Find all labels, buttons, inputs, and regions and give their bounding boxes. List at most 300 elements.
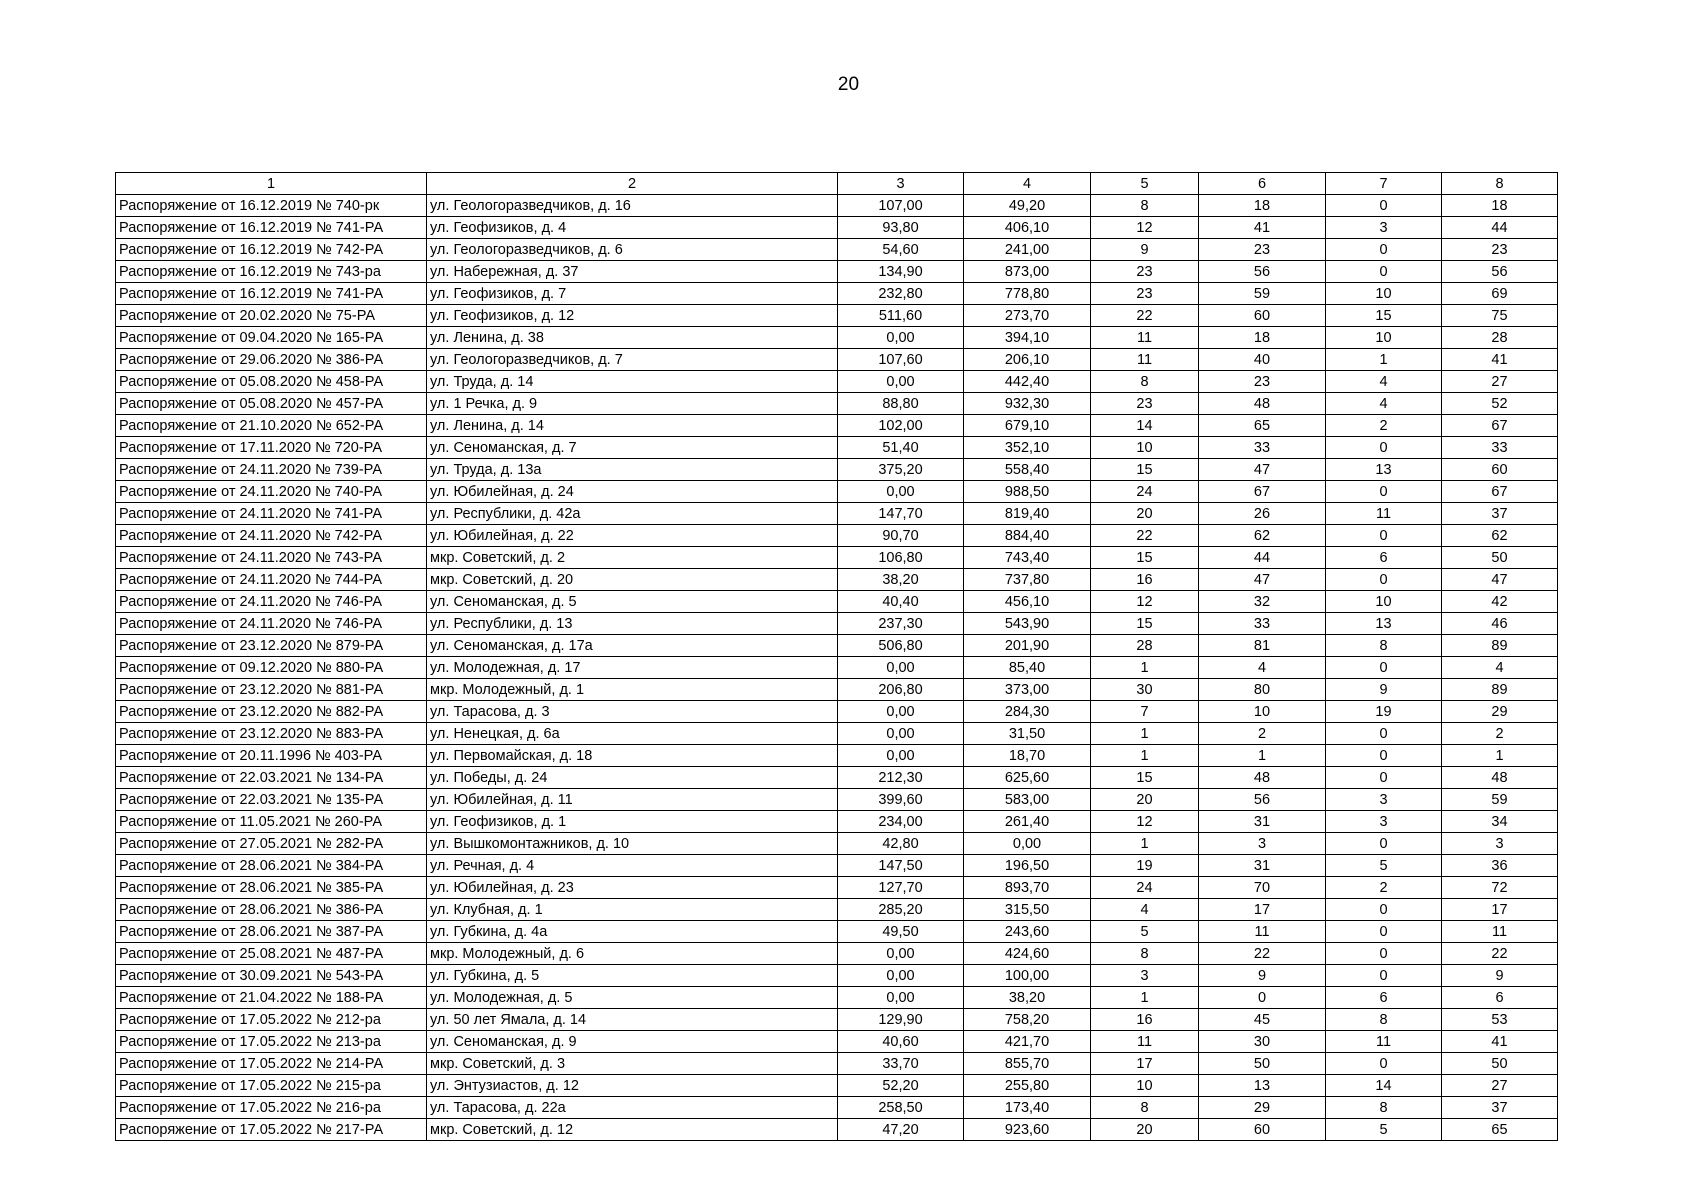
value-col-3: 511,60	[838, 305, 964, 327]
document-cell: Распоряжение от 17.05.2022 № 213-ра	[116, 1031, 427, 1053]
document-cell: Распоряжение от 05.08.2020 № 457-РА	[116, 393, 427, 415]
value-col-6: 81	[1199, 635, 1326, 657]
document-cell: Распоряжение от 23.12.2020 № 883-РА	[116, 723, 427, 745]
value-col-6: 48	[1199, 393, 1326, 415]
value-col-8: 28	[1442, 327, 1558, 349]
value-col-8: 27	[1442, 1075, 1558, 1097]
value-col-7: 8	[1326, 635, 1442, 657]
data-table	[115, 172, 1558, 1141]
address-cell: ул. Юбилейная, д. 23	[427, 877, 838, 899]
value-col-5: 11	[1091, 327, 1199, 349]
value-col-6: 29	[1199, 1097, 1326, 1119]
value-col-5: 1	[1091, 833, 1199, 855]
value-col-8: 27	[1442, 371, 1558, 393]
value-col-7: 11	[1326, 1031, 1442, 1053]
table-row	[116, 371, 1558, 393]
value-col-6: 9	[1199, 965, 1326, 987]
value-col-6: 30	[1199, 1031, 1326, 1053]
address-cell: ул. Труда, д. 13а	[427, 459, 838, 481]
value-col-7: 8	[1326, 1009, 1442, 1031]
document-cell: Распоряжение от 20.02.2020 № 75-РА	[116, 305, 427, 327]
table-row	[116, 767, 1558, 789]
table-row	[116, 415, 1558, 437]
value-col-8: 52	[1442, 393, 1558, 415]
value-col-3: 0,00	[838, 657, 964, 679]
address-cell: ул. Сеноманская, д. 7	[427, 437, 838, 459]
value-col-5: 1	[1091, 745, 1199, 767]
value-col-6: 33	[1199, 613, 1326, 635]
value-col-6: 10	[1199, 701, 1326, 723]
value-col-3: 42,80	[838, 833, 964, 855]
value-col-5: 20	[1091, 503, 1199, 525]
document-cell: Распоряжение от 24.11.2020 № 743-РА	[116, 547, 427, 569]
document-cell: Распоряжение от 24.11.2020 № 742-РА	[116, 525, 427, 547]
value-col-8: 36	[1442, 855, 1558, 877]
value-col-4: 352,10	[964, 437, 1091, 459]
value-col-8: 89	[1442, 635, 1558, 657]
document-cell: Распоряжение от 05.08.2020 № 458-РА	[116, 371, 427, 393]
value-col-8: 37	[1442, 503, 1558, 525]
value-col-4: 406,10	[964, 217, 1091, 239]
table-row	[116, 965, 1558, 987]
table-row	[116, 943, 1558, 965]
table-row	[116, 239, 1558, 261]
value-col-4: 206,10	[964, 349, 1091, 371]
value-col-3: 38,20	[838, 569, 964, 591]
value-col-3: 0,00	[838, 987, 964, 1009]
document-cell: Распоряжение от 16.12.2019 № 742-РА	[116, 239, 427, 261]
value-col-5: 7	[1091, 701, 1199, 723]
table-row	[116, 217, 1558, 239]
address-cell: ул. Набережная, д. 37	[427, 261, 838, 283]
document-cell: Распоряжение от 17.05.2022 № 214-РА	[116, 1053, 427, 1075]
document-cell: Распоряжение от 09.04.2020 № 165-РА	[116, 327, 427, 349]
value-col-6: 62	[1199, 525, 1326, 547]
value-col-5: 12	[1091, 591, 1199, 613]
value-col-7: 0	[1326, 239, 1442, 261]
address-cell: мкр. Советский, д. 20	[427, 569, 838, 591]
value-col-6: 47	[1199, 459, 1326, 481]
value-col-3: 0,00	[838, 327, 964, 349]
value-col-4: 424,60	[964, 943, 1091, 965]
value-col-3: 0,00	[838, 943, 964, 965]
table-row	[116, 899, 1558, 921]
value-col-6: 0	[1199, 987, 1326, 1009]
value-col-7: 10	[1326, 283, 1442, 305]
address-cell: ул. Республики, д. 42а	[427, 503, 838, 525]
address-cell: ул. Речная, д. 4	[427, 855, 838, 877]
value-col-6: 11	[1199, 921, 1326, 943]
address-cell: мкр. Советский, д. 12	[427, 1119, 838, 1141]
column-header-4: 4	[964, 173, 1091, 195]
document-cell: Распоряжение от 20.11.1996 № 403-РА	[116, 745, 427, 767]
address-cell: ул. Сеноманская, д. 9	[427, 1031, 838, 1053]
value-col-4: 778,80	[964, 283, 1091, 305]
value-col-4: 932,30	[964, 393, 1091, 415]
table-body	[116, 195, 1558, 1141]
value-col-4: 855,70	[964, 1053, 1091, 1075]
document-cell: Распоряжение от 17.11.2020 № 720-РА	[116, 437, 427, 459]
address-cell: ул. Геологоразведчиков, д. 7	[427, 349, 838, 371]
value-col-8: 67	[1442, 481, 1558, 503]
value-col-5: 8	[1091, 371, 1199, 393]
value-col-3: 107,00	[838, 195, 964, 217]
value-col-4: 85,40	[964, 657, 1091, 679]
value-col-7: 2	[1326, 877, 1442, 899]
value-col-4: 261,40	[964, 811, 1091, 833]
value-col-5: 12	[1091, 811, 1199, 833]
table-row	[116, 921, 1558, 943]
value-col-7: 4	[1326, 371, 1442, 393]
value-col-5: 15	[1091, 547, 1199, 569]
address-cell: ул. Ленина, д. 38	[427, 327, 838, 349]
value-col-4: 284,30	[964, 701, 1091, 723]
document-cell: Распоряжение от 17.05.2022 № 212-ра	[116, 1009, 427, 1031]
document-cell: Распоряжение от 28.06.2021 № 386-РА	[116, 899, 427, 921]
address-cell: ул. Геофизиков, д. 7	[427, 283, 838, 305]
column-header-1: 1	[116, 173, 427, 195]
page-number: 20	[837, 74, 860, 95]
value-col-5: 17	[1091, 1053, 1199, 1075]
value-col-8: 34	[1442, 811, 1558, 833]
value-col-5: 9	[1091, 239, 1199, 261]
value-col-3: 506,80	[838, 635, 964, 657]
value-col-6: 31	[1199, 811, 1326, 833]
document-cell: Распоряжение от 17.05.2022 № 215-ра	[116, 1075, 427, 1097]
table-row	[116, 745, 1558, 767]
value-col-8: 89	[1442, 679, 1558, 701]
value-col-7: 0	[1326, 767, 1442, 789]
value-col-7: 0	[1326, 481, 1442, 503]
address-cell: ул. Первомайская, д. 18	[427, 745, 838, 767]
address-cell: ул. Юбилейная, д. 11	[427, 789, 838, 811]
value-col-4: 0,00	[964, 833, 1091, 855]
value-col-5: 11	[1091, 1031, 1199, 1053]
value-col-7: 8	[1326, 1097, 1442, 1119]
value-col-8: 42	[1442, 591, 1558, 613]
table-row	[116, 503, 1558, 525]
address-cell: ул. Геологоразведчиков, д. 6	[427, 239, 838, 261]
value-col-8: 67	[1442, 415, 1558, 437]
value-col-5: 30	[1091, 679, 1199, 701]
table-row	[116, 569, 1558, 591]
value-col-4: 421,70	[964, 1031, 1091, 1053]
value-col-4: 31,50	[964, 723, 1091, 745]
address-cell: ул. Тарасова, д. 22а	[427, 1097, 838, 1119]
value-col-5: 1	[1091, 723, 1199, 745]
table-row	[116, 1031, 1558, 1053]
value-col-4: 442,40	[964, 371, 1091, 393]
table-row	[116, 1097, 1558, 1119]
value-col-7: 10	[1326, 591, 1442, 613]
value-col-6: 3	[1199, 833, 1326, 855]
value-col-4: 273,70	[964, 305, 1091, 327]
value-col-7: 6	[1326, 987, 1442, 1009]
document-cell: Распоряжение от 16.12.2019 № 743-ра	[116, 261, 427, 283]
value-col-6: 48	[1199, 767, 1326, 789]
value-col-5: 22	[1091, 305, 1199, 327]
value-col-8: 53	[1442, 1009, 1558, 1031]
value-col-7: 10	[1326, 327, 1442, 349]
value-col-8: 46	[1442, 613, 1558, 635]
document-cell: Распоряжение от 22.03.2021 № 134-РА	[116, 767, 427, 789]
value-col-7: 14	[1326, 1075, 1442, 1097]
value-col-5: 8	[1091, 943, 1199, 965]
value-col-8: 48	[1442, 767, 1558, 789]
value-col-5: 24	[1091, 481, 1199, 503]
value-col-7: 0	[1326, 525, 1442, 547]
value-col-8: 41	[1442, 349, 1558, 371]
value-col-7: 5	[1326, 1119, 1442, 1141]
document-cell: Распоряжение от 21.04.2022 № 188-РА	[116, 987, 427, 1009]
value-col-6: 2	[1199, 723, 1326, 745]
table-row	[116, 393, 1558, 415]
value-col-5: 12	[1091, 217, 1199, 239]
column-header-2: 2	[427, 173, 838, 195]
value-col-7: 0	[1326, 437, 1442, 459]
document-cell: Распоряжение от 23.12.2020 № 879-РА	[116, 635, 427, 657]
value-col-6: 65	[1199, 415, 1326, 437]
value-col-7: 0	[1326, 943, 1442, 965]
value-col-6: 13	[1199, 1075, 1326, 1097]
document-cell: Распоряжение от 16.12.2019 № 741-РА	[116, 283, 427, 305]
column-header-8: 8	[1442, 173, 1558, 195]
value-col-7: 0	[1326, 745, 1442, 767]
table-row	[116, 1119, 1558, 1141]
value-col-5: 28	[1091, 635, 1199, 657]
value-col-8: 1	[1442, 745, 1558, 767]
value-col-6: 50	[1199, 1053, 1326, 1075]
table-row	[116, 657, 1558, 679]
value-col-5: 1	[1091, 657, 1199, 679]
document-cell: Распоряжение от 22.03.2021 № 135-РА	[116, 789, 427, 811]
value-col-6: 26	[1199, 503, 1326, 525]
address-cell: ул. Вышкомонтажников, д. 10	[427, 833, 838, 855]
value-col-4: 625,60	[964, 767, 1091, 789]
document-cell: Распоряжение от 24.11.2020 № 740-РА	[116, 481, 427, 503]
value-col-4: 100,00	[964, 965, 1091, 987]
value-col-8: 72	[1442, 877, 1558, 899]
value-col-5: 14	[1091, 415, 1199, 437]
value-col-3: 47,20	[838, 1119, 964, 1141]
value-col-3: 127,70	[838, 877, 964, 899]
value-col-7: 0	[1326, 899, 1442, 921]
value-col-4: 173,40	[964, 1097, 1091, 1119]
address-cell: ул. Клубная, д. 1	[427, 899, 838, 921]
document-cell: Распоряжение от 11.05.2021 № 260-РА	[116, 811, 427, 833]
value-col-3: 102,00	[838, 415, 964, 437]
address-cell: ул. Геофизиков, д. 12	[427, 305, 838, 327]
value-col-4: 884,40	[964, 525, 1091, 547]
value-col-4: 373,00	[964, 679, 1091, 701]
value-col-6: 1	[1199, 745, 1326, 767]
value-col-3: 258,50	[838, 1097, 964, 1119]
value-col-4: 196,50	[964, 855, 1091, 877]
value-col-8: 65	[1442, 1119, 1558, 1141]
document-cell: Распоряжение от 16.12.2019 № 740-рк	[116, 195, 427, 217]
value-col-7: 0	[1326, 657, 1442, 679]
value-col-6: 70	[1199, 877, 1326, 899]
value-col-8: 44	[1442, 217, 1558, 239]
value-col-8: 59	[1442, 789, 1558, 811]
address-cell: ул. Губкина, д. 5	[427, 965, 838, 987]
value-col-4: 255,80	[964, 1075, 1091, 1097]
document-cell: Распоряжение от 17.05.2022 № 216-ра	[116, 1097, 427, 1119]
value-col-6: 56	[1199, 261, 1326, 283]
value-col-7: 0	[1326, 965, 1442, 987]
value-col-3: 90,70	[838, 525, 964, 547]
value-col-6: 22	[1199, 943, 1326, 965]
value-col-7: 5	[1326, 855, 1442, 877]
value-col-8: 33	[1442, 437, 1558, 459]
value-col-6: 41	[1199, 217, 1326, 239]
table-row	[116, 305, 1558, 327]
table-row	[116, 261, 1558, 283]
table-row	[116, 349, 1558, 371]
value-col-7: 0	[1326, 195, 1442, 217]
document-cell: Распоряжение от 23.12.2020 № 882-РА	[116, 701, 427, 723]
value-col-6: 60	[1199, 1119, 1326, 1141]
value-col-3: 40,40	[838, 591, 964, 613]
address-cell: ул. Республики, д. 13	[427, 613, 838, 635]
value-col-7: 0	[1326, 833, 1442, 855]
column-header-7: 7	[1326, 173, 1442, 195]
document-cell: Распоряжение от 24.11.2020 № 746-РА	[116, 591, 427, 613]
address-cell: ул. 50 лет Ямала, д. 14	[427, 1009, 838, 1031]
value-col-4: 201,90	[964, 635, 1091, 657]
value-col-4: 988,50	[964, 481, 1091, 503]
value-col-6: 31	[1199, 855, 1326, 877]
value-col-7: 19	[1326, 701, 1442, 723]
address-cell: ул. Геологоразведчиков, д. 16	[427, 195, 838, 217]
value-col-6: 80	[1199, 679, 1326, 701]
value-col-4: 923,60	[964, 1119, 1091, 1141]
value-col-6: 56	[1199, 789, 1326, 811]
table-row	[116, 481, 1558, 503]
value-col-8: 6	[1442, 987, 1558, 1009]
value-col-4: 315,50	[964, 899, 1091, 921]
value-col-7: 0	[1326, 1053, 1442, 1075]
table-row	[116, 877, 1558, 899]
address-cell: ул. Юбилейная, д. 22	[427, 525, 838, 547]
value-col-7: 11	[1326, 503, 1442, 525]
table-row	[116, 987, 1558, 1009]
value-col-6: 23	[1199, 239, 1326, 261]
value-col-4: 394,10	[964, 327, 1091, 349]
value-col-4: 743,40	[964, 547, 1091, 569]
value-col-3: 107,60	[838, 349, 964, 371]
value-col-3: 0,00	[838, 481, 964, 503]
value-col-3: 49,50	[838, 921, 964, 943]
table-row	[116, 1009, 1558, 1031]
value-col-6: 33	[1199, 437, 1326, 459]
address-cell: ул. Геофизиков, д. 4	[427, 217, 838, 239]
table-row	[116, 283, 1558, 305]
value-col-8: 50	[1442, 1053, 1558, 1075]
value-col-7: 3	[1326, 789, 1442, 811]
address-cell: ул. Тарасова, д. 3	[427, 701, 838, 723]
value-col-8: 69	[1442, 283, 1558, 305]
value-col-3: 93,80	[838, 217, 964, 239]
value-col-3: 0,00	[838, 745, 964, 767]
value-col-4: 873,00	[964, 261, 1091, 283]
value-col-8: 50	[1442, 547, 1558, 569]
table-row	[116, 437, 1558, 459]
value-col-3: 40,60	[838, 1031, 964, 1053]
document-cell: Распоряжение от 16.12.2019 № 741-РА	[116, 217, 427, 239]
value-col-3: 54,60	[838, 239, 964, 261]
table-row	[116, 701, 1558, 723]
value-col-7: 0	[1326, 569, 1442, 591]
table-row	[116, 833, 1558, 855]
value-col-7: 6	[1326, 547, 1442, 569]
value-col-5: 8	[1091, 1097, 1199, 1119]
value-col-4: 243,60	[964, 921, 1091, 943]
address-cell: мкр. Советский, д. 3	[427, 1053, 838, 1075]
value-col-3: 212,30	[838, 767, 964, 789]
address-cell: ул. Юбилейная, д. 24	[427, 481, 838, 503]
value-col-3: 0,00	[838, 371, 964, 393]
value-col-5: 24	[1091, 877, 1199, 899]
table-row	[116, 591, 1558, 613]
value-col-3: 147,50	[838, 855, 964, 877]
value-col-3: 52,20	[838, 1075, 964, 1097]
column-header-6: 6	[1199, 173, 1326, 195]
address-cell: ул. Губкина, д. 4а	[427, 921, 838, 943]
value-col-4: 49,20	[964, 195, 1091, 217]
address-cell: ул. Ленина, д. 14	[427, 415, 838, 437]
value-col-5: 16	[1091, 569, 1199, 591]
value-col-3: 0,00	[838, 965, 964, 987]
value-col-5: 15	[1091, 613, 1199, 635]
value-col-5: 20	[1091, 789, 1199, 811]
value-col-8: 4	[1442, 657, 1558, 679]
value-col-3: 375,20	[838, 459, 964, 481]
address-cell: ул. Сеноманская, д. 17а	[427, 635, 838, 657]
value-col-6: 18	[1199, 195, 1326, 217]
address-cell: ул. Сеноманская, д. 5	[427, 591, 838, 613]
value-col-7: 4	[1326, 393, 1442, 415]
value-col-8: 18	[1442, 195, 1558, 217]
value-col-6: 18	[1199, 327, 1326, 349]
value-col-6: 47	[1199, 569, 1326, 591]
document-cell: Распоряжение от 28.06.2021 № 384-РА	[116, 855, 427, 877]
value-col-6: 4	[1199, 657, 1326, 679]
address-cell: ул. Геофизиков, д. 1	[427, 811, 838, 833]
value-col-8: 47	[1442, 569, 1558, 591]
value-col-3: 399,60	[838, 789, 964, 811]
value-col-6: 45	[1199, 1009, 1326, 1031]
value-col-3: 232,80	[838, 283, 964, 305]
table-row	[116, 855, 1558, 877]
address-cell: мкр. Советский, д. 2	[427, 547, 838, 569]
value-col-3: 134,90	[838, 261, 964, 283]
address-cell: мкр. Молодежный, д. 1	[427, 679, 838, 701]
value-col-3: 237,30	[838, 613, 964, 635]
value-col-7: 13	[1326, 459, 1442, 481]
value-col-8: 41	[1442, 1031, 1558, 1053]
value-col-4: 758,20	[964, 1009, 1091, 1031]
value-col-4: 558,40	[964, 459, 1091, 481]
value-col-3: 33,70	[838, 1053, 964, 1075]
document-cell: Распоряжение от 09.12.2020 № 880-РА	[116, 657, 427, 679]
value-col-4: 679,10	[964, 415, 1091, 437]
document-cell: Распоряжение от 24.11.2020 № 746-РА	[116, 613, 427, 635]
value-col-5: 15	[1091, 767, 1199, 789]
value-col-8: 9	[1442, 965, 1558, 987]
address-cell: ул. Ненецкая, д. 6а	[427, 723, 838, 745]
value-col-7: 9	[1326, 679, 1442, 701]
